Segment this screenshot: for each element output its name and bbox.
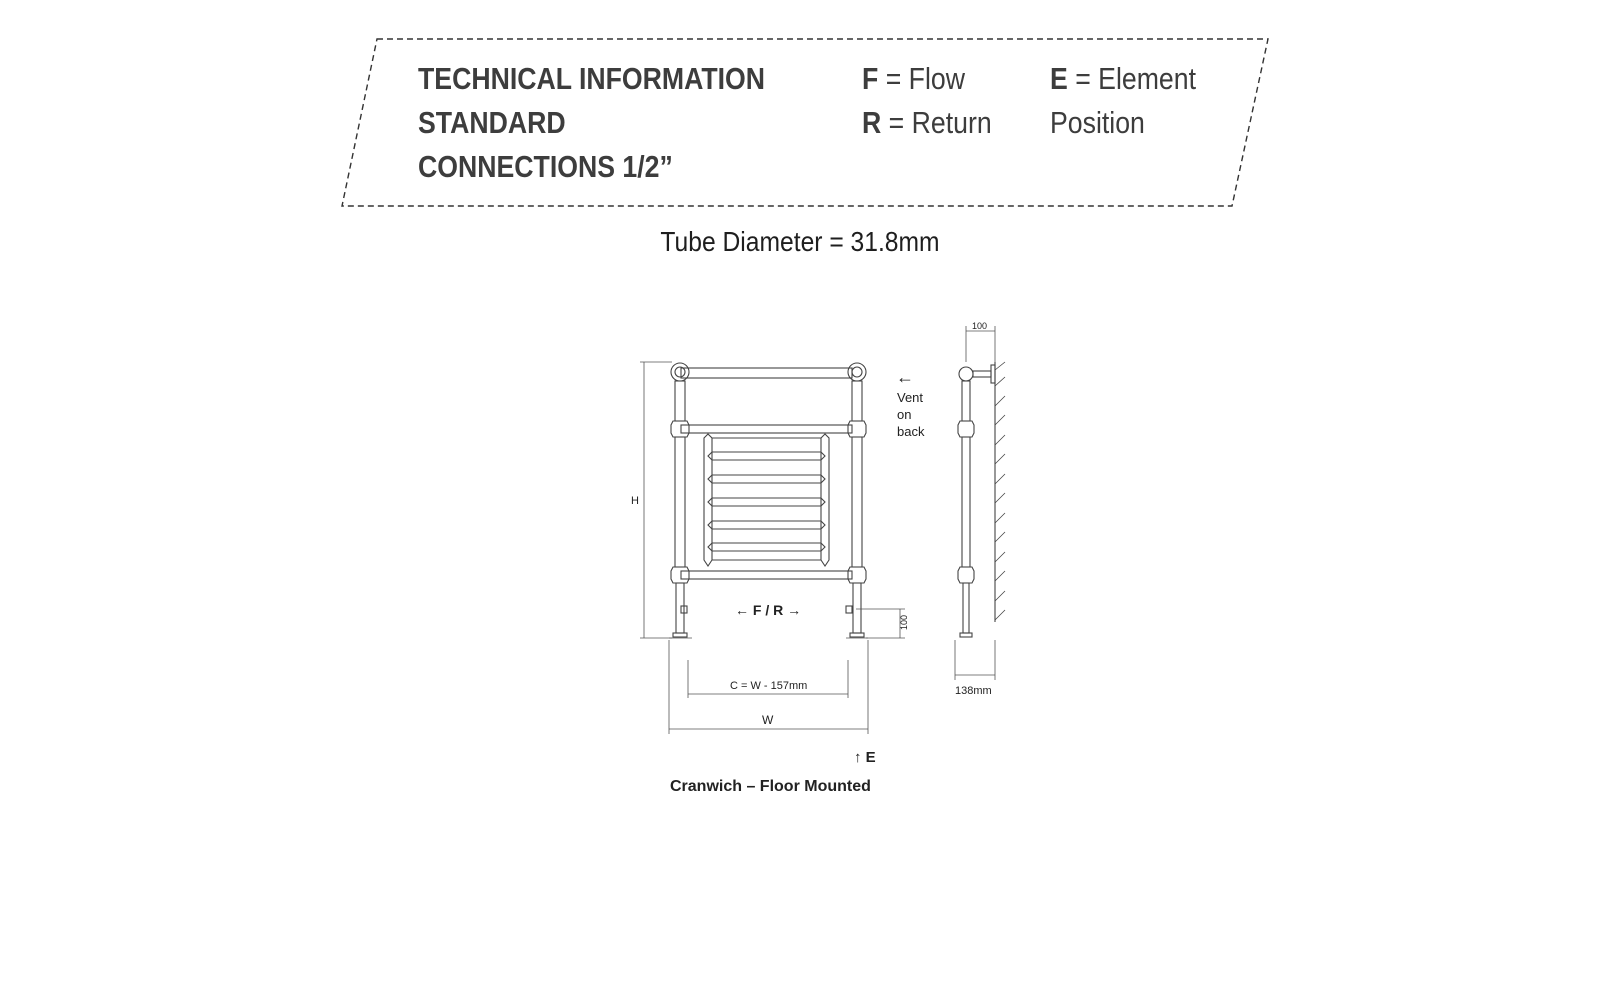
vent-line-2: on bbox=[897, 407, 912, 422]
vent-line-3: back bbox=[897, 424, 925, 439]
label-w: W bbox=[762, 713, 774, 727]
element-text: = Element bbox=[1075, 61, 1196, 96]
title-line-3: CONNECTIONS 1/2” bbox=[418, 149, 673, 184]
top-rail bbox=[681, 368, 852, 378]
element-text-2: Position bbox=[1050, 105, 1145, 140]
title-line-2: STANDARD bbox=[418, 105, 566, 140]
vent-arrow: ← bbox=[896, 367, 914, 387]
return-key: R bbox=[862, 105, 882, 140]
label-138: 138mm bbox=[955, 685, 992, 697]
tube-diameter: Tube Diameter = 31.8mm bbox=[660, 226, 940, 257]
label-flow-return: ← F / R → bbox=[735, 602, 802, 618]
side-view bbox=[958, 362, 1005, 637]
second-rail bbox=[681, 425, 852, 433]
inner-ladder bbox=[704, 434, 829, 566]
flow-key: F bbox=[862, 61, 879, 96]
element-key: E bbox=[1050, 61, 1068, 96]
left-post bbox=[671, 363, 689, 637]
title-line-1: TECHNICAL INFORMATION bbox=[418, 61, 766, 96]
label-100-side: 100 bbox=[899, 614, 909, 630]
flow-text: = Flow bbox=[885, 61, 965, 96]
label-c: C = W - 157mm bbox=[730, 680, 808, 692]
label-100-top: 100 bbox=[972, 321, 988, 331]
bottom-rail bbox=[681, 571, 852, 579]
drawing-caption: Cranwich – Floor Mounted bbox=[670, 778, 871, 795]
label-h: H bbox=[631, 495, 639, 507]
vent-line-1: Vent bbox=[897, 390, 924, 405]
element-marker: ↑ E bbox=[854, 749, 876, 766]
return-text: = Return bbox=[888, 105, 992, 140]
right-post bbox=[846, 363, 866, 637]
